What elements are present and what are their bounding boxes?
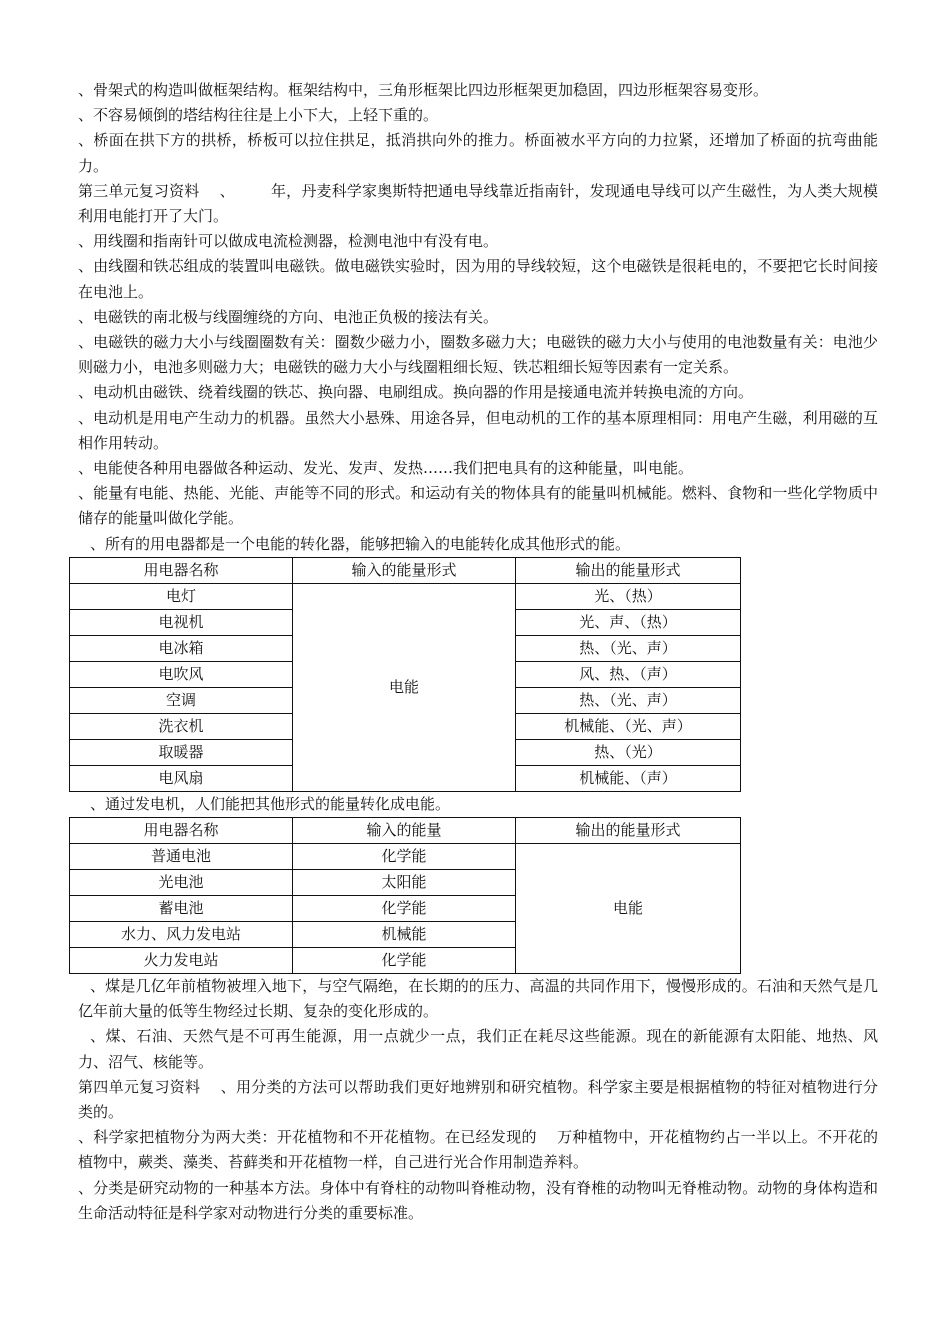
table-cell: 风、热、（声） bbox=[515, 661, 740, 687]
paragraph: 、电动机由磁铁、绕着线圈的铁芯、换向器、电刷组成。换向器的作用是接通电流并转换电流的方向。 bbox=[78, 383, 754, 402]
table-cell: 光、（热） bbox=[515, 583, 740, 609]
unit3-title: 第三单元复习资料 bbox=[78, 181, 200, 200]
paragraph: 、电动机是用电产生动力的机器。虽然大小悬殊、用途各异，但电动机的工作的基本原理相同：用电产生磁，利用磁的互相作用转动。 bbox=[78, 408, 878, 452]
paragraph: 、电磁铁的磁力大小与线圈圈数有关：圈数少磁力小，圈数多磁力大；电磁铁的磁力大小与使用的电池数量有关：电池少则磁力小，电池多则磁力大；电磁铁的磁力大小与线圈粗细长短、铁芯粗细长短等因素有一定关系。 bbox=[78, 333, 878, 377]
table-cell: 热、（光、声） bbox=[515, 635, 740, 661]
table-cell-merged: 电能 bbox=[292, 583, 515, 791]
table-header-cell: 输出的能量形式 bbox=[515, 818, 740, 844]
paragraph: 、煤是几亿年前植物被埋入地下，与空气隔绝，在长期的的压力、高温的共同作用下，慢慢形成的。石油和天然气是几亿年前大量的低等生物经过长期、复杂的变化形成的。 bbox=[78, 977, 878, 1021]
table-cell-merged: 电能 bbox=[515, 844, 740, 974]
table-cell: 蓄电池 bbox=[70, 896, 293, 922]
table2-caption: 、通过发电机，人们能把其他形式的能量转化成电能。 bbox=[90, 794, 451, 813]
table-cell: 化学能 bbox=[292, 948, 515, 974]
paragraph: 、分类是研究动物的一种基本方法。身体中有脊柱的动物叫脊椎动物，没有脊椎的动物叫无脊椎动物。动物的身体构造和生命活动特征是科学家对动物进行分类的重要标准。 bbox=[78, 1178, 878, 1222]
generator-energy-table bbox=[69, 817, 741, 974]
table-cell: 取暖器 bbox=[70, 739, 293, 765]
table-cell: 光、声、（热） bbox=[515, 609, 740, 635]
appliance-energy-table bbox=[69, 557, 741, 792]
paragraph: 、能量有电能、热能、光能、声能等不同的形式。和运动有关的物体具有的能量叫机械能。燃料、食物和一些化学物质中储存的能量叫做化学能。 bbox=[78, 484, 878, 528]
table-header-cell: 用电器名称 bbox=[70, 818, 293, 844]
table-cell: 热、（光） bbox=[515, 739, 740, 765]
paragraph: 第四单元复习资料 、用分类的方法可以帮助我们更好地辨别和研究植物。科学家主要是根据植物的特征对植物进行分类的。 bbox=[78, 1077, 878, 1122]
paragraph: 、桥面在拱下方的拱桥，桥板可以拉住拱足，抵消拱向外的推力。桥面被水平方向的力拉紧，还增加了桥面的抗弯曲能力。 bbox=[78, 131, 878, 175]
table-cell: 电吹风 bbox=[70, 661, 293, 687]
table-cell: 化学能 bbox=[292, 844, 515, 870]
table-cell: 火力发电站 bbox=[70, 948, 293, 974]
document-page bbox=[78, 78, 878, 1226]
table-cell: 电视机 bbox=[70, 609, 293, 635]
paragraph: 、电能使各种用电器做各种运动、发光、发声、发热……我们把电具有的这种能量，叫电能。 bbox=[78, 459, 694, 478]
unit4-title: 第四单元复习资料 bbox=[78, 1077, 201, 1096]
paragraph: 第三单元复习资料 、 年，丹麦科学家奥斯特把通电导线靠近指南针，发现通电导线可以产生磁性，为人类大规模利用电能打开了大门。 bbox=[78, 181, 878, 226]
table-cell: 洗衣机 bbox=[70, 713, 293, 739]
paragraph: 、用线圈和指南针可以做成电流检测器，检测电池中有没有电。 bbox=[78, 232, 499, 251]
table-header-cell: 输入的能量形式 bbox=[292, 557, 515, 583]
paragraph: 、科学家把植物分为两大类：开花植物和不开花植物。在已经发现的 万种植物中，开花植物约占一半以上。不开花的植物中，蕨类、藻类、苔藓类和开花植物一样，自己进行光合作用制造养料。 bbox=[78, 1128, 878, 1172]
table-cell: 机械能、（声） bbox=[515, 765, 740, 791]
table-cell: 电冰箱 bbox=[70, 635, 293, 661]
paragraph: 、电磁铁的南北极与线圈缠绕的方向、电池正负极的接法有关。 bbox=[78, 307, 499, 326]
table-cell: 电灯 bbox=[70, 583, 293, 609]
paragraph: 、骨架式的构造叫做框架结构。框架结构中，三角形框架比四边形框架更加稳固，四边形框架容易变形。 bbox=[78, 81, 769, 99]
table-cell: 机械能、（光、声） bbox=[515, 713, 740, 739]
table-row bbox=[70, 844, 741, 870]
table-header-row bbox=[70, 818, 741, 844]
table-cell: 光电池 bbox=[70, 870, 293, 896]
table-header-cell: 输入的能量 bbox=[292, 818, 515, 844]
table-cell: 热、（光、声） bbox=[515, 687, 740, 713]
table-cell: 化学能 bbox=[292, 896, 515, 922]
table-cell: 机械能 bbox=[292, 922, 515, 948]
table-cell: 空调 bbox=[70, 687, 293, 713]
table-header-cell: 输出的能量形式 bbox=[515, 557, 740, 583]
table-cell: 电风扇 bbox=[70, 765, 293, 791]
table-cell: 太阳能 bbox=[292, 870, 515, 896]
paragraph: 、煤、石油、天然气是不可再生能源，用一点就少一点，我们正在耗尽这些能源。现在的新能源有太阳能、地热、风力、沼气、核能等。 bbox=[78, 1027, 878, 1071]
paragraph: 、由线圈和铁芯组成的装置叫电磁铁。做电磁铁实验时，因为用的导线较短，这个电磁铁是很耗电的，不要把它长时间接在电池上。 bbox=[78, 257, 878, 301]
table-row bbox=[70, 583, 741, 609]
table-cell: 水力、风力发电站 bbox=[70, 922, 293, 948]
table-header-row bbox=[70, 557, 741, 583]
paragraph: 、不容易倾倒的塔结构往往是上小下大，上轻下重的。 bbox=[78, 106, 439, 125]
table-cell: 普通电池 bbox=[70, 844, 293, 870]
table-header-cell: 用电器名称 bbox=[70, 557, 293, 583]
table1-caption: 、所有的用电器都是一个电能的转化器，能够把输入的电能转化成其他形式的能。 bbox=[90, 534, 631, 553]
